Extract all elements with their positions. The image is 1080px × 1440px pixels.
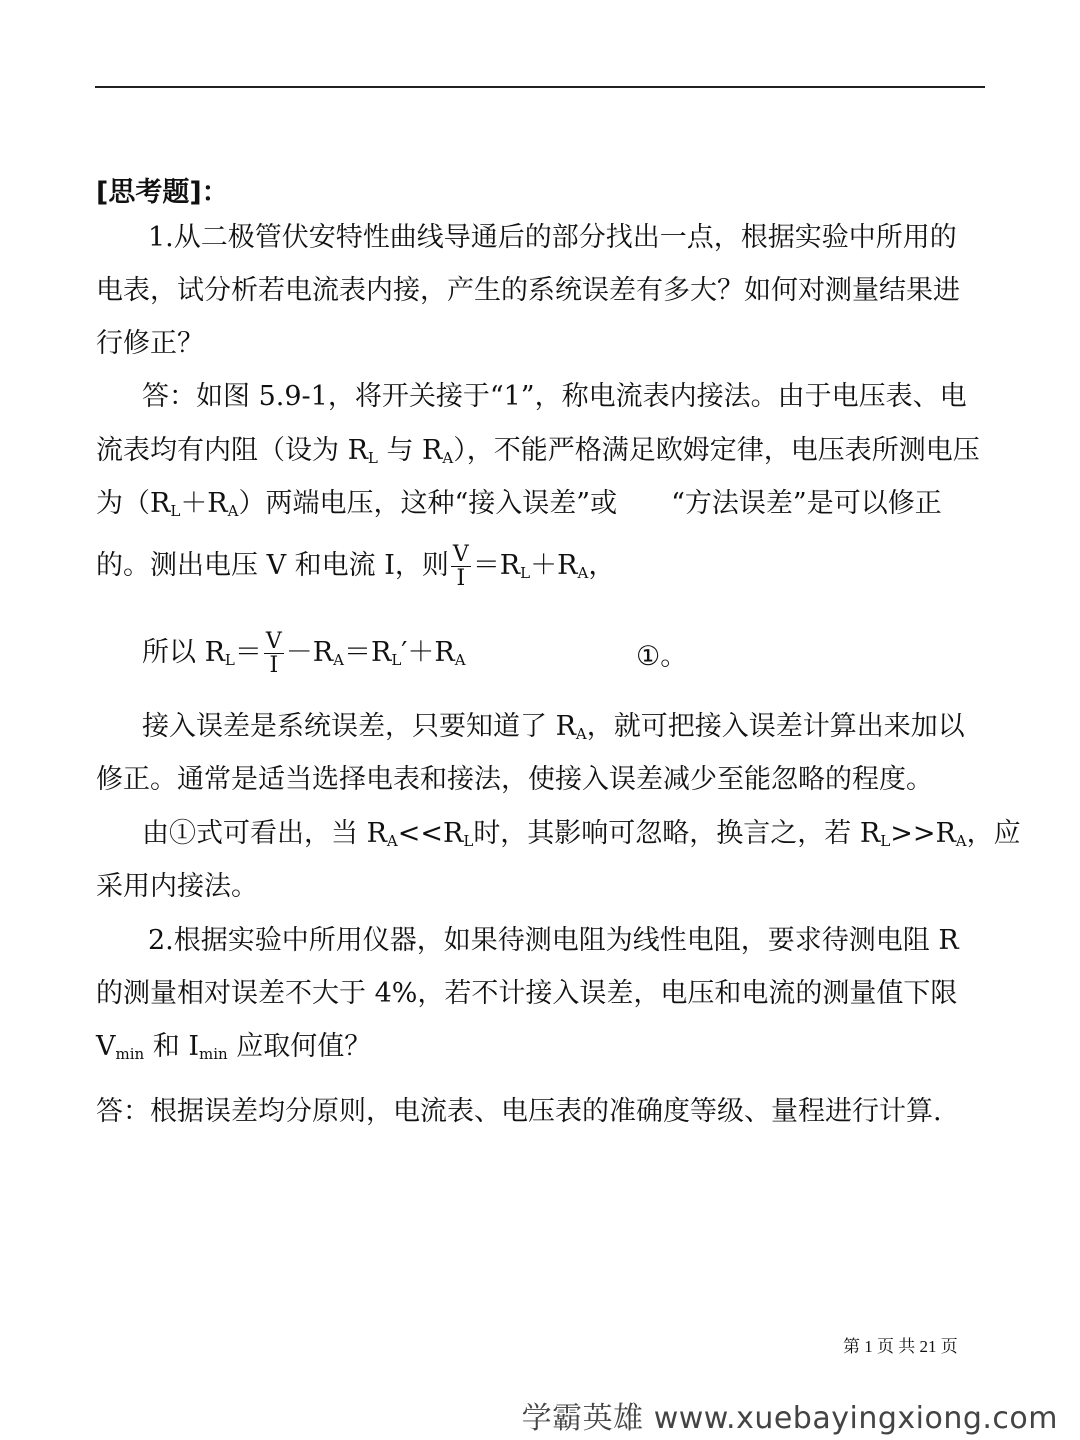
question-1-line-1: 1.从二极管伏安特性曲线导通后的部分找出一点，根据实验中所用的 bbox=[148, 222, 957, 253]
answer-1-line-4: 的。测出电压 V 和电流 I，则 $\frac{V}{I}$ $=R_L+R_A$， bbox=[96, 542, 616, 592]
answer-1-para-3-line-2: 采用内接法。 bbox=[96, 871, 258, 902]
answer-1-line-3: 为$(R_L+R_A)$两端电压，这种“接入误差”或 “方法误差”是可以修正 bbox=[96, 488, 942, 520]
watermark: 学霸英雄 www.xuebayingxiong.com bbox=[521, 1401, 1058, 1436]
answer-2: 答：根据误差均分原则，电流表、电压表的准确度等级、量程进行计算. bbox=[96, 1096, 942, 1127]
header-rule bbox=[95, 86, 985, 88]
question-1-line-3: 行修正？ bbox=[96, 328, 204, 359]
question-2-line-2: 的测量相对误差不大于 4%，若不计接入误差，电压和电流的测量值下限 bbox=[96, 978, 958, 1009]
answer-1-para-2-line-1: 接入误差是系统误差，只要知道了 $R_A$，就可把接入误差计算出来加以 bbox=[142, 711, 965, 743]
fraction-v-over-i-eq: $\frac{V}{I}$ bbox=[265, 629, 282, 679]
page-footer: 第 1 页 共 21 页 bbox=[843, 1337, 958, 1356]
question-1-line-2: 电表，试分析若电流表内接，产生的系统误差有多大？如何对测量结果进 bbox=[96, 275, 960, 306]
equation-1: 所以 $R_L=$ $\frac{V}{I}$ $-R_A=R_L'+R_A$ bbox=[142, 629, 466, 679]
equation-marker: ①。 bbox=[636, 641, 688, 672]
answer-1-para-3-line-1: 由①式可看出，当 $R_A<<R_L$时，其影响可忽略，换言之，若 $R_L>>R_A$，应 bbox=[142, 818, 1021, 850]
answer-1-para-2-line-2: 修正。通常是适当选择电表和接法，使接入误差减少至能忽略的程度。 bbox=[96, 764, 933, 795]
fraction-v-over-i: $\frac{V}{I}$ bbox=[452, 542, 469, 592]
question-2-line-3: $V_{min}$ 和 $I_{min}$ 应取何值？ bbox=[96, 1031, 372, 1063]
section-heading: [思考题]： bbox=[96, 177, 229, 208]
answer-1-line-1: 答：如图 5.9-1，将开关接于“1”，称电流表内接法。由于电压表、电 bbox=[142, 381, 967, 412]
answer-1-line-2: 流表均有内阻（设为 $R_L$ 与 $R_A$），不能严格满足欧姆定律，电压表所测电压 bbox=[96, 435, 980, 467]
question-2-line-1: 2.根据实验中所用仪器，如果待测电阻为线性电阻，要求待测电阻 R bbox=[148, 925, 959, 956]
